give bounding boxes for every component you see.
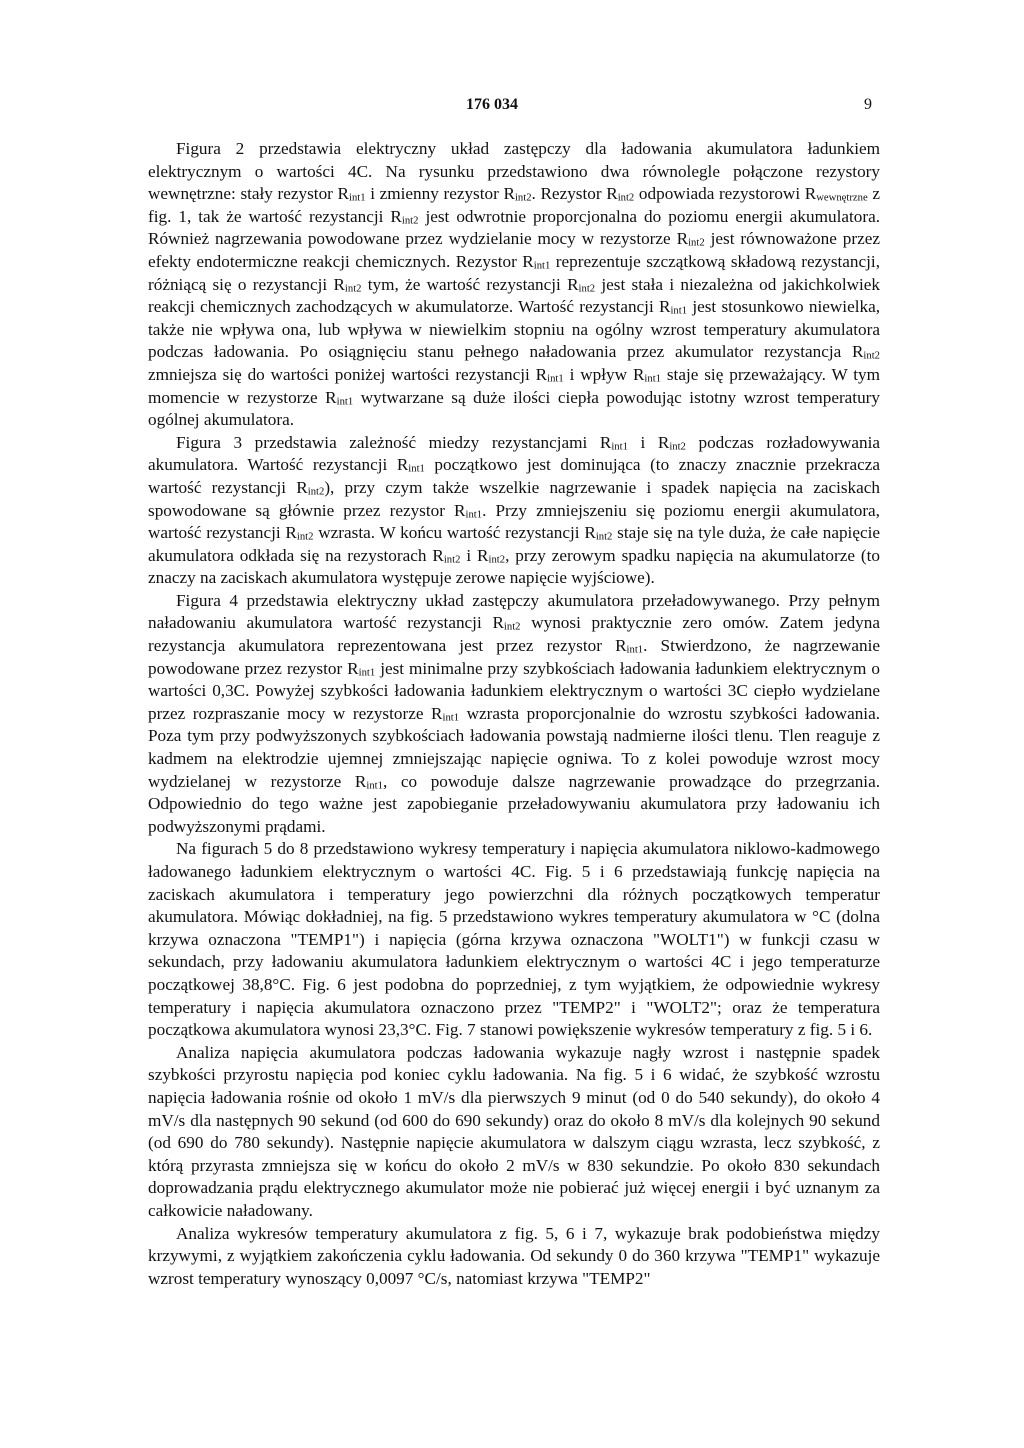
paragraph-figures-5-8: Na figurach 5 do 8 przedstawiono wykresy temperatury i napięcia akumulatora niklowo-kadmowego ładowanego ładunkiem elektrycznym o wartości 4C. Fig. 5 i 6 przedstawiają funkcję napięcia na zaciskach akumulatora i temperatury jego powierzchni dla różnych początkowych temperatur akumulatora. Mówiąc dokładniej, na fig. 5 przedstawiono wykres temperatury akumulatora w °C (dolna krzywa oznaczona "TEMP1") i napięcia (górna krzywa oznaczona "WOLT1") w funkcji czasu w sekundach, przy ładowaniu akumulatora ładunkiem elektrycznym o wartości 4C i jego temperaturze początkowej 38,8°C. Fig. 6 jest podobna do poprzedniej, z tym wyjątkiem, że odpowiednie wykresy temperatury i napięcia akumulatora oznaczono przez "TEMP2" i "WOLT2"; oraz że temperatura początkowa akumulatora wynosi 23,3°C. Fig. 7 stanowi powiększenie wykresów temperatury z fig. 5 i 6. bbox=[148, 839, 880, 1040]
paragraph-figure-2: Figura 2 przedstawia elektryczny układ zastępczy dla ładowania akumulatora ładunkiem elektrycznym o wartości 4C. Na rysunku przedstawiono dwa równolegle połączone rezystory wewnętrzne: stały rezystor $R_{int1}$ i zmienny rezystor $R_{int2}$. Rezystor $R_{int2}$ odpowiada rezystorowi $R_{wewnętrzne}$ z fig. 1, tak że wartość rezystancji $R_{int2}$ jest odwrotnie proporcjonalna do poziomu energii akumulatora. Również nagrzewania powodowane przez wydzielanie mocy w rezystorze $R_{int2}$ jest równoważone przez efekty endotermiczne reakcji chemicznych. Rezystor $R_{int1}$ reprezentuje szczątkową składową rezystancji, różniącą się o rezystancji $R_{int2}$ tym, że wartość rezystancji $R_{int2}$ jest stała i niezależna od jakichkolwiek reakcji chemicznych zachodzących w akumulatorze. Wartość rezystancji $R_{int1}$ jest stosunkowo niewielka, także nie wpływa ona, lub wpływa w niewielkim stopniu na ogólny wzrost temperatury akumulatora podczas ładowania. Po osiągnięciu stanu pełnego naładowania przez akumulator rezystancja $R_{int2}$ zmniejsza się do wartości poniżej wartości rezystancji $R_{int1}$ i wpływ $R_{int1}$ staje się przeważający. W tym momencie w rezystorze $R_{int1}$ wytwarzane są duże ilości ciepła powodując istotny wzrost temperatury ogólnej akumulatora. bbox=[148, 139, 881, 430]
paragraph-figure-4: Figura 4 przedstawia elektryczny układ zastępczy akumulatora przeładowywanego. Przy pełnym naładowaniu akumulatora wartość rezystancji $R_{int2}$ wynosi praktycznie zero omów. Zatem jedyna rezystancja akumulatora reprezentowana jest przez rezystor $R_{int1}$. Stwierdzono, że nagrzewanie powodowane przez rezystor $R_{int1}$ jest minimalne przy szybkościach ładowania ładunkiem elektrycznym o wartości 0,3C. Powyżej szybkości ładowania ładunkiem elektrycznym o wartości 3C ciepło wydzielane przez rozpraszanie mocy w rezystorze $R_{int1}$ wzrasta proporcjonalnie do wzrostu szybkości ładowania. Poza tym przy podwyższonych szybkościach ładowania powstają nadmierne ilości tlenu. Tlen reaguje z kadmem na elektrodzie ujemnej zmniejszając napięcie ogniwa. To z kolei powoduje wzrost mocy wydzielanej w rezystorze $R_{int1}$, co powoduje dalsze nagrzewanie prowadzące do przegrzania. Odpowiednio do tego ważne jest zapobieganie przeładowywaniu akumulatora przy ładowaniu ich podwyższonymi prądami. bbox=[148, 590, 881, 836]
body-text bbox=[148, 138, 880, 1290]
document-number: 176 034 bbox=[466, 96, 518, 113]
paragraph-temperature-analysis: Analiza wykresów temperatury akumulatora z fig. 5, 6 i 7, wykazuje brak podobieństwa między krzywymi, z wyjątkiem zakończenia cyklu ładowania. Od sekundy 0 do 360 krzywa "TEMP1" wykazuje wzrost temperatury wynoszący 0,0097 °C/s, natomiast krzywa "TEMP2" bbox=[148, 1223, 880, 1288]
paragraph-voltage-analysis: Analiza napięcia akumulatora podczas ładowania wykazuje nagły wzrost i następnie spadek szybkości przyrostu napięcia pod koniec cyklu ładowania. Na fig. 5 i 6 widać, że szybkość wzrostu napięcia ładowania rośnie od około 1 mV/s dla pierwszych 9 minut (od 0 do 540 sekundy), do około 4 mV/s dla następnych 90 sekund (od 600 do 690 sekundy) oraz do około 8 mV/s dla kolejnych 90 sekund (od 690 do 780 sekundy). Następnie napięcie akumulatora w dalszym ciągu wzrasta, lecz szybkość, z którą przyrasta zmniejsza się w końcu do około 2 mV/s w 830 sekundzie. Po około 830 sekundach doprowadzania prądu elektrycznego akumulator może nie pobierać już więcej energii i być uznanym za całkowicie naładowany. bbox=[148, 1042, 880, 1220]
paragraph-figure-3: Figura 3 przedstawia zależność miedzy rezystancjami $R_{int1}$ i $R_{int2}$ podczas rozładowywania akumulatora. Wartość rezystancji $R_{int1}$ początkowo jest dominująca (to znaczy znacznie przekracza wartość rezystancji $R_{int2}$), przy czym także wszelkie nagrzewanie i spadek napięcia na zaciskach spowodowane są głównie przez rezystor $R_{int1}$. Przy zmniejszeniu się poziomu energii akumulatora, wartość rezystancji $R_{int2}$ wzrasta. W końcu wartość rezystancji $R_{int2}$ staje się na tyle duża, że całe napięcie akumulatora odkłada się na rezystorach $R_{int2}$ i $R_{int2}$, przy zerowym spadku napięcia na akumulatorze (to znaczy na zaciskach akumulatora występuje zerowe napięcie wyjściowe). bbox=[148, 432, 880, 588]
page-header bbox=[0, 96, 1024, 120]
page-number: 9 bbox=[864, 96, 872, 113]
